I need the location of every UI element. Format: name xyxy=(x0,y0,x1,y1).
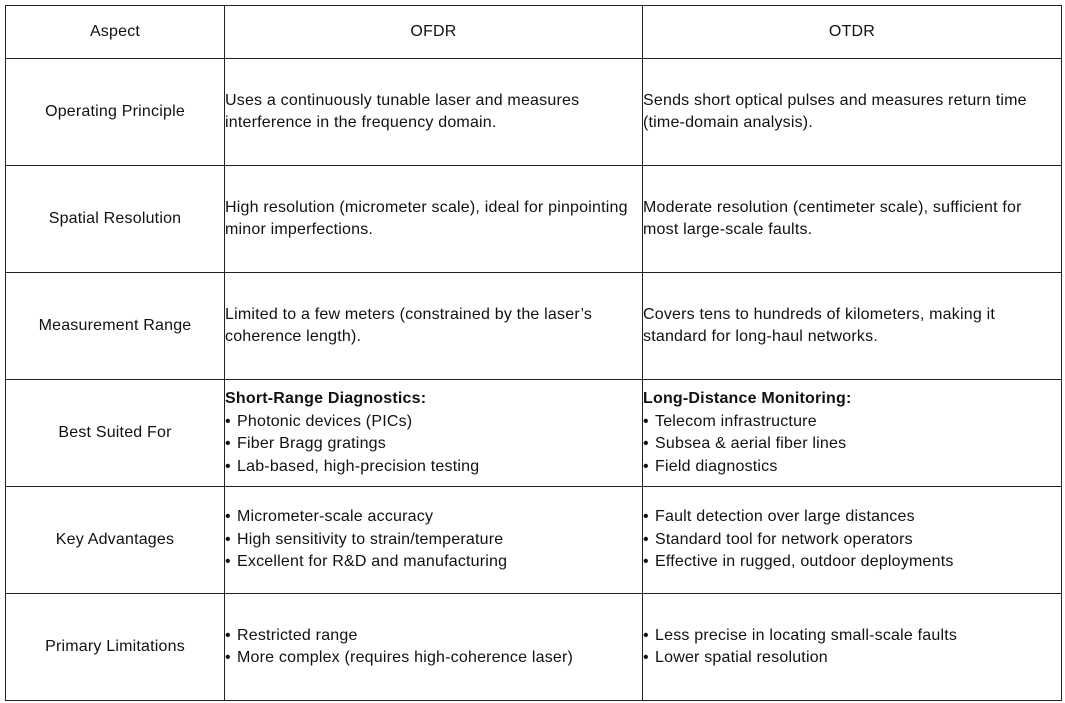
list-item xyxy=(225,506,642,529)
list-item-text: Field diagnostics xyxy=(655,457,778,475)
ofdr-cell xyxy=(225,487,643,594)
bullet-icon: • xyxy=(643,508,649,526)
ofdr-cell xyxy=(225,273,643,380)
list-item xyxy=(225,456,642,479)
list-item-text: Effective in rugged, outdoor deployments xyxy=(655,553,954,571)
list-item-text: More complex (requires high-coherence laser) xyxy=(237,649,574,666)
table-row xyxy=(6,487,1062,594)
ofdr-bullet-list xyxy=(225,625,642,670)
list-item-text: Standard tool for network operators xyxy=(655,530,913,548)
table-row xyxy=(6,380,1062,487)
otdr-heading: Long-Distance Monitoring: xyxy=(643,390,852,407)
list-item-text: Restricted range xyxy=(237,626,358,644)
list-item xyxy=(225,551,642,574)
list-item-text: Fault detection over large distances xyxy=(655,508,915,526)
bullet-icon: • xyxy=(643,530,649,548)
list-item xyxy=(643,529,1061,552)
otdr-text: Sends short optical pulses and measures return time (time-domain analysis). xyxy=(643,91,1027,131)
list-item xyxy=(643,506,1061,529)
ofdr-text: Limited to a few meters (constrained by the laser’s coherence length). xyxy=(225,305,593,345)
ofdr-text: Uses a continuously tunable laser and measures interference in the frequency domain. xyxy=(225,91,580,131)
list-item xyxy=(643,551,1061,574)
list-item-text: Micrometer-scale accuracy xyxy=(237,508,434,526)
ofdr-cell xyxy=(225,166,643,273)
header-aspect: Aspect xyxy=(6,6,225,59)
otdr-cell xyxy=(643,594,1062,701)
header-ofdr: OFDR xyxy=(225,6,643,59)
header-otdr: OTDR xyxy=(643,6,1062,59)
bullet-icon: • xyxy=(225,530,231,548)
row-aspect-label: Primary Limitations xyxy=(6,594,225,701)
list-item xyxy=(225,647,642,670)
bullet-icon: • xyxy=(643,649,649,666)
table-row xyxy=(6,59,1062,166)
list-item-text: Excellent for R&D and manufacturing xyxy=(237,553,508,571)
list-item xyxy=(643,625,1061,648)
bullet-icon: • xyxy=(225,508,231,526)
otdr-cell xyxy=(643,166,1062,273)
list-item xyxy=(225,529,642,552)
ofdr-bullet-list xyxy=(225,506,642,574)
list-item-text: Subsea & aerial fiber lines xyxy=(655,435,847,452)
list-item xyxy=(225,625,642,648)
list-item xyxy=(225,433,642,456)
comparison-table xyxy=(5,5,1062,701)
otdr-bullet-list xyxy=(643,625,1061,670)
table-header-row xyxy=(6,6,1062,59)
list-item-text: Photonic devices (PICs) xyxy=(237,412,413,430)
comparison-table-container xyxy=(5,5,1061,701)
table-row xyxy=(6,273,1062,380)
ofdr-text: High resolution (micrometer scale), ideal for pinpointing minor imperfections. xyxy=(225,198,628,238)
list-item-text: High sensitivity to strain/temperature xyxy=(237,530,504,548)
list-item-text: Lower spatial resolution xyxy=(655,649,828,666)
ofdr-cell xyxy=(225,59,643,166)
bullet-icon: • xyxy=(225,435,231,452)
otdr-bullet-list xyxy=(643,411,1061,479)
bullet-icon: • xyxy=(643,553,649,571)
bullet-icon: • xyxy=(225,457,231,475)
list-item-text: Lab-based, high-precision testing xyxy=(237,457,480,475)
list-item xyxy=(225,411,642,434)
ofdr-heading: Short-Range Diagnostics: xyxy=(225,390,427,407)
list-item xyxy=(643,647,1061,670)
list-item-text: Less precise in locating small-scale faults xyxy=(655,626,958,644)
otdr-cell xyxy=(643,380,1062,487)
bullet-icon: • xyxy=(225,553,231,571)
bullet-icon: • xyxy=(225,649,231,666)
table-row xyxy=(6,166,1062,273)
list-item xyxy=(643,433,1061,456)
list-item-text: Telecom infrastructure xyxy=(655,412,817,430)
bullet-icon: • xyxy=(643,457,649,475)
row-aspect-label: Best Suited For xyxy=(6,380,225,487)
bullet-icon: • xyxy=(643,626,649,644)
row-aspect-label: Key Advantages xyxy=(6,487,225,594)
ofdr-cell xyxy=(225,594,643,701)
otdr-bullet-list xyxy=(643,506,1061,574)
otdr-text: Covers tens to hundreds of kilometers, making it standard for long-haul networks. xyxy=(643,305,995,345)
ofdr-bullet-list xyxy=(225,411,642,479)
bullet-icon: • xyxy=(643,435,649,452)
otdr-text: Moderate resolution (centimeter scale), sufficient for most large-scale faults. xyxy=(643,198,1022,238)
list-item-text: Fiber Bragg gratings xyxy=(237,435,386,452)
otdr-cell xyxy=(643,487,1062,594)
otdr-cell xyxy=(643,273,1062,380)
bullet-icon: • xyxy=(225,626,231,644)
bullet-icon: • xyxy=(643,412,649,430)
bullet-icon: • xyxy=(225,412,231,430)
list-item xyxy=(643,411,1061,434)
row-aspect-label: Spatial Resolution xyxy=(6,166,225,273)
list-item xyxy=(643,456,1061,479)
row-aspect-label: Operating Principle xyxy=(6,59,225,166)
otdr-cell xyxy=(643,59,1062,166)
table-row xyxy=(6,594,1062,701)
ofdr-cell xyxy=(225,380,643,487)
row-aspect-label: Measurement Range xyxy=(6,273,225,380)
